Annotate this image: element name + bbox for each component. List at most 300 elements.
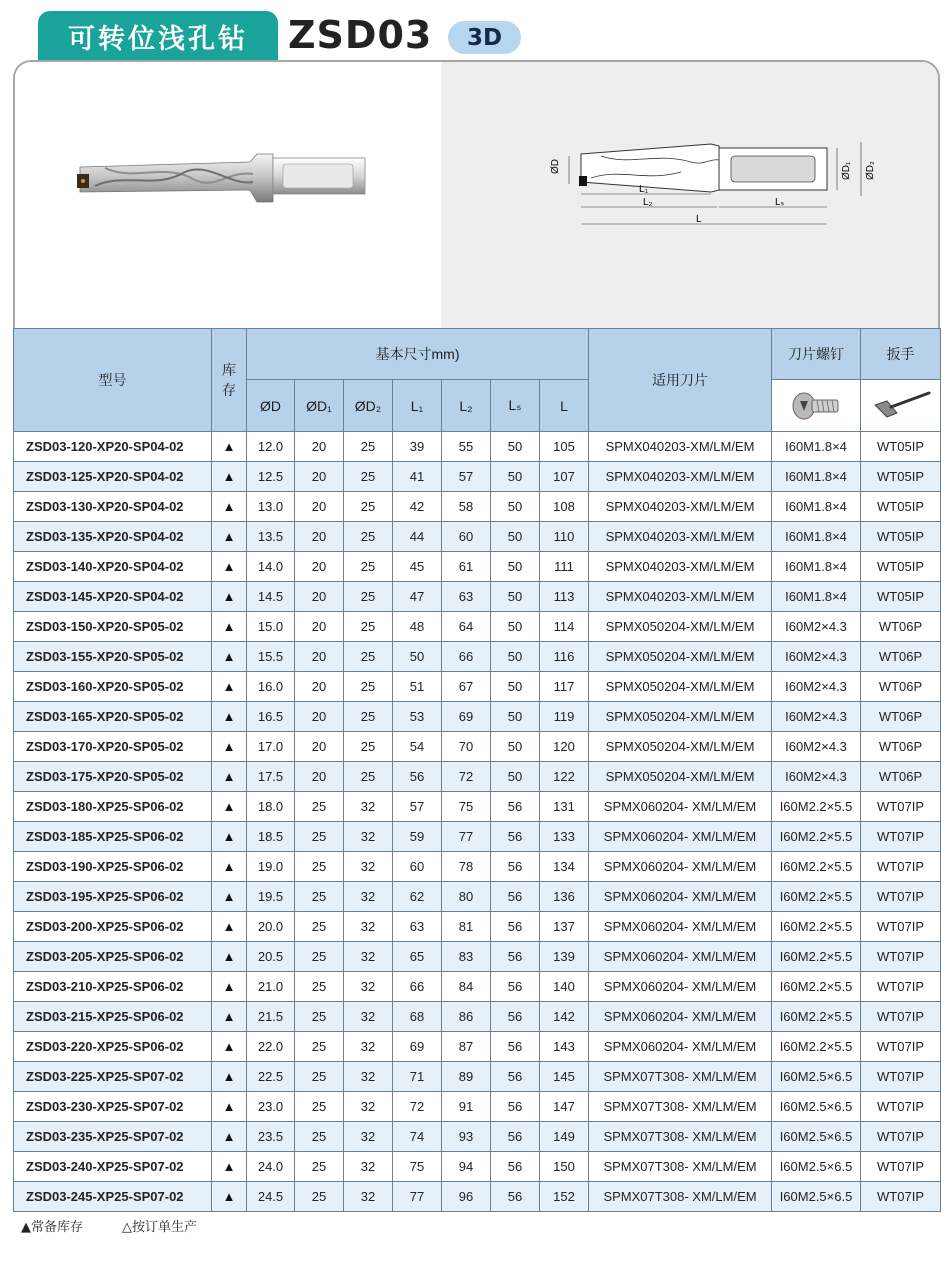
cell-d: 17.5 — [247, 762, 295, 792]
cell-d1: 25 — [295, 882, 344, 912]
cell-d1: 20 — [295, 552, 344, 582]
cell-ls: 56 — [491, 822, 540, 852]
stock-indicator: ▲ — [212, 1182, 247, 1212]
cell-d: 14.0 — [247, 552, 295, 582]
cell-l1: 65 — [393, 942, 442, 972]
table-body — [14, 432, 941, 1212]
stock-indicator: ▲ — [212, 552, 247, 582]
cell-l2: 93 — [442, 1122, 491, 1152]
cell-d1: 20 — [295, 702, 344, 732]
cell-d1: 25 — [295, 792, 344, 822]
dim-label-D: ØD — [550, 159, 561, 174]
cell-screw: I60M2.2×5.5 — [772, 972, 861, 1002]
cell-l1: 51 — [393, 672, 442, 702]
cell-insert: SPMX050204-XM/LM/EM — [589, 702, 772, 732]
table-row — [14, 1182, 941, 1212]
cell-l1: 50 — [393, 642, 442, 672]
wrench-image-cell — [861, 380, 941, 432]
cell-model: ZSD03-240-XP25-SP07-02 — [14, 1152, 212, 1182]
table-row — [14, 1122, 941, 1152]
table-row — [14, 1002, 941, 1032]
cell-l: 137 — [540, 912, 589, 942]
cell-l: 116 — [540, 642, 589, 672]
legend-stock: ▲常备库存 — [21, 1220, 83, 1235]
cell-d2: 32 — [344, 972, 393, 1002]
cell-d2: 32 — [344, 822, 393, 852]
stock-indicator: ▲ — [212, 762, 247, 792]
cell-d2: 32 — [344, 1122, 393, 1152]
cell-model: ZSD03-205-XP25-SP06-02 — [14, 942, 212, 972]
header-stock-label: 库存 — [222, 362, 236, 398]
cell-l1: 77 — [393, 1182, 442, 1212]
cell-l1: 71 — [393, 1062, 442, 1092]
stock-indicator: ▲ — [212, 972, 247, 1002]
cell-insert: SPMX07T308- XM/LM/EM — [589, 1092, 772, 1122]
cell-model: ZSD03-225-XP25-SP07-02 — [14, 1062, 212, 1092]
cell-ls: 50 — [491, 462, 540, 492]
stock-indicator: ▲ — [212, 522, 247, 552]
cell-model: ZSD03-180-XP25-SP06-02 — [14, 792, 212, 822]
cell-d: 21.0 — [247, 972, 295, 1002]
header-D1: ØD₁ — [295, 380, 344, 432]
table-row — [14, 852, 941, 882]
cell-d2: 32 — [344, 882, 393, 912]
cell-wrench: WT07IP — [861, 852, 941, 882]
cell-l2: 86 — [442, 1002, 491, 1032]
cell-insert: SPMX060204- XM/LM/EM — [589, 972, 772, 1002]
table-header — [14, 329, 941, 432]
cell-l1: 59 — [393, 822, 442, 852]
cell-d: 22.0 — [247, 1032, 295, 1062]
cell-l1: 47 — [393, 582, 442, 612]
cell-model: ZSD03-220-XP25-SP06-02 — [14, 1032, 212, 1062]
product-photo-area — [15, 62, 441, 330]
series-title: 可转位浅孔钻 — [38, 11, 278, 61]
cell-screw: I60M2.2×5.5 — [772, 822, 861, 852]
table-row — [14, 522, 941, 552]
cell-d: 20.5 — [247, 942, 295, 972]
cell-d2: 32 — [344, 1152, 393, 1182]
cell-l2: 60 — [442, 522, 491, 552]
cell-model: ZSD03-200-XP25-SP06-02 — [14, 912, 212, 942]
screw-image-cell — [772, 380, 861, 432]
cell-l: 140 — [540, 972, 589, 1002]
cell-l1: 72 — [393, 1092, 442, 1122]
cell-d2: 32 — [344, 792, 393, 822]
cell-l2: 89 — [442, 1062, 491, 1092]
cell-ls: 56 — [491, 1092, 540, 1122]
cell-l2: 78 — [442, 852, 491, 882]
dim-label-D1: ØD₁ — [841, 161, 852, 180]
cell-wrench: WT07IP — [861, 912, 941, 942]
cell-d1: 25 — [295, 1062, 344, 1092]
cell-l2: 91 — [442, 1092, 491, 1122]
cell-ls: 50 — [491, 702, 540, 732]
cell-l2: 83 — [442, 942, 491, 972]
stock-indicator: ▲ — [212, 642, 247, 672]
cell-d1: 20 — [295, 582, 344, 612]
cell-d2: 32 — [344, 1182, 393, 1212]
cell-l1: 54 — [393, 732, 442, 762]
cell-d2: 32 — [344, 912, 393, 942]
cell-screw: I60M2.5×6.5 — [772, 1182, 861, 1212]
cell-d1: 25 — [295, 942, 344, 972]
cell-d1: 20 — [295, 432, 344, 462]
table-row — [14, 1032, 941, 1062]
drill-schematic-icon — [441, 62, 940, 330]
table-row — [14, 702, 941, 732]
cell-ls: 56 — [491, 912, 540, 942]
cell-ls: 56 — [491, 1152, 540, 1182]
cell-model: ZSD03-125-XP20-SP04-02 — [14, 462, 212, 492]
torx-screw-icon — [790, 387, 842, 425]
cell-d: 18.5 — [247, 822, 295, 852]
cell-l2: 69 — [442, 702, 491, 732]
cell-insert: SPMX07T308- XM/LM/EM — [589, 1152, 772, 1182]
cell-insert: SPMX060204- XM/LM/EM — [589, 882, 772, 912]
cell-ls: 56 — [491, 942, 540, 972]
cell-model: ZSD03-150-XP20-SP05-02 — [14, 612, 212, 642]
cell-screw: I60M2.5×6.5 — [772, 1062, 861, 1092]
cell-l: 143 — [540, 1032, 589, 1062]
stock-indicator: ▲ — [212, 822, 247, 852]
cell-wrench: WT05IP — [861, 492, 941, 522]
header-stock — [212, 329, 247, 432]
cell-screw: I60M2×4.3 — [772, 642, 861, 672]
technical-drawing — [441, 62, 938, 330]
legend-made-to-order: △按订单生产 — [122, 1220, 197, 1235]
cell-insert: SPMX060204- XM/LM/EM — [589, 942, 772, 972]
cell-l: 113 — [540, 582, 589, 612]
cell-ls: 50 — [491, 552, 540, 582]
cell-wrench: WT07IP — [861, 1062, 941, 1092]
cell-d: 15.5 — [247, 642, 295, 672]
cell-ls: 50 — [491, 732, 540, 762]
cell-l: 117 — [540, 672, 589, 702]
cell-screw: I60M2×4.3 — [772, 672, 861, 702]
cell-l1: 41 — [393, 462, 442, 492]
cell-insert: SPMX040203-XM/LM/EM — [589, 432, 772, 462]
cell-l1: 53 — [393, 702, 442, 732]
cell-d: 17.0 — [247, 732, 295, 762]
cell-screw: I60M2×4.3 — [772, 612, 861, 642]
cell-insert: SPMX060204- XM/LM/EM — [589, 1032, 772, 1062]
cell-l2: 63 — [442, 582, 491, 612]
dim-label-L: L — [696, 214, 702, 225]
cell-d: 19.5 — [247, 882, 295, 912]
cell-model: ZSD03-165-XP20-SP05-02 — [14, 702, 212, 732]
cell-d: 13.5 — [247, 522, 295, 552]
cell-ls: 56 — [491, 1122, 540, 1152]
cell-model: ZSD03-245-XP25-SP07-02 — [14, 1182, 212, 1212]
cell-l1: 57 — [393, 792, 442, 822]
cell-d1: 20 — [295, 612, 344, 642]
cell-l: 150 — [540, 1152, 589, 1182]
cell-l: 108 — [540, 492, 589, 522]
cell-ls: 50 — [491, 582, 540, 612]
cell-insert: SPMX050204-XM/LM/EM — [589, 732, 772, 762]
cell-screw: I60M2.2×5.5 — [772, 852, 861, 882]
cell-d2: 25 — [344, 762, 393, 792]
cell-wrench: WT05IP — [861, 582, 941, 612]
cell-ls: 56 — [491, 1002, 540, 1032]
cell-insert: SPMX040203-XM/LM/EM — [589, 522, 772, 552]
cell-screw: I60M1.8×4 — [772, 582, 861, 612]
cell-d1: 20 — [295, 492, 344, 522]
stock-indicator: ▲ — [212, 1092, 247, 1122]
cell-d1: 25 — [295, 1182, 344, 1212]
cell-ls: 56 — [491, 882, 540, 912]
cell-wrench: WT06P — [861, 702, 941, 732]
cell-ls: 56 — [491, 1032, 540, 1062]
cell-wrench: WT05IP — [861, 432, 941, 462]
cell-d: 24.5 — [247, 1182, 295, 1212]
cell-ls: 50 — [491, 642, 540, 672]
cell-d1: 25 — [295, 912, 344, 942]
cell-screw: I60M2×4.3 — [772, 702, 861, 732]
cell-l2: 77 — [442, 822, 491, 852]
table-row — [14, 1152, 941, 1182]
cell-l1: 74 — [393, 1122, 442, 1152]
header-insert: 适用刀片 — [589, 329, 772, 432]
cell-model: ZSD03-135-XP20-SP04-02 — [14, 522, 212, 552]
table-row — [14, 492, 941, 522]
cell-d: 12.0 — [247, 432, 295, 462]
cell-d2: 25 — [344, 522, 393, 552]
table-row — [14, 912, 941, 942]
stock-indicator: ▲ — [212, 702, 247, 732]
cell-wrench: WT07IP — [861, 1182, 941, 1212]
cell-model: ZSD03-160-XP20-SP05-02 — [14, 672, 212, 702]
cell-ls: 56 — [491, 852, 540, 882]
cell-screw: I60M2.2×5.5 — [772, 882, 861, 912]
cell-model: ZSD03-210-XP25-SP06-02 — [14, 972, 212, 1002]
cell-l: 131 — [540, 792, 589, 822]
stock-indicator: ▲ — [212, 852, 247, 882]
cell-l2: 70 — [442, 732, 491, 762]
cell-insert: SPMX07T308- XM/LM/EM — [589, 1122, 772, 1152]
cell-insert: SPMX060204- XM/LM/EM — [589, 912, 772, 942]
cell-d1: 20 — [295, 522, 344, 552]
cell-l: 147 — [540, 1092, 589, 1122]
cell-l2: 57 — [442, 462, 491, 492]
drill-photo-icon — [15, 62, 441, 330]
cell-screw: I60M2.5×6.5 — [772, 1122, 861, 1152]
cell-insert: SPMX040203-XM/LM/EM — [589, 462, 772, 492]
table-row — [14, 822, 941, 852]
cell-l: 122 — [540, 762, 589, 792]
cell-d2: 32 — [344, 1092, 393, 1122]
cell-ls: 56 — [491, 1062, 540, 1092]
cell-d1: 20 — [295, 642, 344, 672]
cell-wrench: WT06P — [861, 672, 941, 702]
header-D: ØD — [247, 380, 295, 432]
cell-d: 19.0 — [247, 852, 295, 882]
cell-model: ZSD03-155-XP20-SP05-02 — [14, 642, 212, 672]
cell-d: 13.0 — [247, 492, 295, 522]
cell-model: ZSD03-230-XP25-SP07-02 — [14, 1092, 212, 1122]
cell-insert: SPMX050204-XM/LM/EM — [589, 672, 772, 702]
cell-l2: 80 — [442, 882, 491, 912]
cell-wrench: WT07IP — [861, 972, 941, 1002]
cell-ls: 50 — [491, 612, 540, 642]
cell-model: ZSD03-175-XP20-SP05-02 — [14, 762, 212, 792]
cell-screw: I60M2.2×5.5 — [772, 792, 861, 822]
cell-d2: 25 — [344, 732, 393, 762]
stock-indicator: ▲ — [212, 1122, 247, 1152]
cell-wrench: WT06P — [861, 612, 941, 642]
cell-d1: 25 — [295, 822, 344, 852]
cell-l: 139 — [540, 942, 589, 972]
stock-indicator: ▲ — [212, 882, 247, 912]
cell-screw: I60M1.8×4 — [772, 522, 861, 552]
stock-indicator: ▲ — [212, 462, 247, 492]
cell-l2: 66 — [442, 642, 491, 672]
cell-insert: SPMX040203-XM/LM/EM — [589, 582, 772, 612]
table-row — [14, 762, 941, 792]
table-row — [14, 462, 941, 492]
cell-l: 107 — [540, 462, 589, 492]
cell-l1: 45 — [393, 552, 442, 582]
cell-wrench: WT07IP — [861, 1002, 941, 1032]
cell-ls: 50 — [491, 522, 540, 552]
cell-wrench: WT06P — [861, 732, 941, 762]
cell-l2: 64 — [442, 612, 491, 642]
cell-d1: 25 — [295, 1092, 344, 1122]
cell-l: 120 — [540, 732, 589, 762]
cell-ls: 56 — [491, 972, 540, 1002]
header-L2: L₂ — [442, 380, 491, 432]
cell-l2: 81 — [442, 912, 491, 942]
table-row — [14, 432, 941, 462]
cell-model: ZSD03-120-XP20-SP04-02 — [14, 432, 212, 462]
cell-d2: 25 — [344, 642, 393, 672]
cell-l1: 69 — [393, 1032, 442, 1062]
cell-insert: SPMX060204- XM/LM/EM — [589, 792, 772, 822]
cell-insert: SPMX050204-XM/LM/EM — [589, 762, 772, 792]
cell-l2: 87 — [442, 1032, 491, 1062]
cell-wrench: WT05IP — [861, 522, 941, 552]
cell-model: ZSD03-195-XP25-SP06-02 — [14, 882, 212, 912]
stock-indicator: ▲ — [212, 1002, 247, 1032]
cell-l1: 66 — [393, 972, 442, 1002]
l-wrench-icon — [869, 387, 933, 425]
cell-l1: 42 — [393, 492, 442, 522]
cell-insert: SPMX060204- XM/LM/EM — [589, 1002, 772, 1032]
cell-screw: I60M1.8×4 — [772, 552, 861, 582]
cell-screw: I60M1.8×4 — [772, 432, 861, 462]
cell-screw: I60M2×4.3 — [772, 762, 861, 792]
cell-d2: 25 — [344, 432, 393, 462]
header-Ls: Lₛ — [491, 380, 540, 432]
cell-d: 15.0 — [247, 612, 295, 642]
cell-d2: 25 — [344, 672, 393, 702]
cell-model: ZSD03-145-XP20-SP04-02 — [14, 582, 212, 612]
table-row — [14, 1062, 941, 1092]
header-D2: ØD₂ — [344, 380, 393, 432]
cell-d: 14.5 — [247, 582, 295, 612]
table-row — [14, 972, 941, 1002]
cell-d1: 20 — [295, 762, 344, 792]
cell-l1: 44 — [393, 522, 442, 552]
cell-d2: 25 — [344, 582, 393, 612]
stock-indicator: ▲ — [212, 792, 247, 822]
stock-indicator: ▲ — [212, 912, 247, 942]
model-code: ZSD03 — [288, 13, 433, 57]
header-screw: 刀片螺钉 — [772, 329, 861, 380]
product-image-panel — [13, 60, 940, 330]
cell-l2: 61 — [442, 552, 491, 582]
cell-insert: SPMX060204- XM/LM/EM — [589, 852, 772, 882]
stock-indicator: ▲ — [212, 432, 247, 462]
cell-d1: 20 — [295, 462, 344, 492]
cell-l: 114 — [540, 612, 589, 642]
cell-l: 105 — [540, 432, 589, 462]
table-row — [14, 552, 941, 582]
cell-d: 24.0 — [247, 1152, 295, 1182]
cell-insert: SPMX07T308- XM/LM/EM — [589, 1182, 772, 1212]
cell-wrench: WT05IP — [861, 552, 941, 582]
cell-l2: 96 — [442, 1182, 491, 1212]
cell-l1: 68 — [393, 1002, 442, 1032]
table-row — [14, 792, 941, 822]
cell-ls: 56 — [491, 1182, 540, 1212]
cell-l1: 63 — [393, 912, 442, 942]
dim-label-L1: L₁ — [639, 184, 648, 195]
cell-d2: 25 — [344, 552, 393, 582]
header-L1: L₁ — [393, 380, 442, 432]
cell-ls: 50 — [491, 492, 540, 522]
cell-ls: 56 — [491, 792, 540, 822]
cell-l: 142 — [540, 1002, 589, 1032]
specification-table — [13, 328, 941, 1212]
cell-l: 133 — [540, 822, 589, 852]
cell-insert: SPMX060204- XM/LM/EM — [589, 822, 772, 852]
cell-d2: 25 — [344, 612, 393, 642]
cell-model: ZSD03-235-XP25-SP07-02 — [14, 1122, 212, 1152]
stock-indicator: ▲ — [212, 582, 247, 612]
cell-d1: 25 — [295, 972, 344, 1002]
cell-screw: I60M2.5×6.5 — [772, 1152, 861, 1182]
table-row — [14, 732, 941, 762]
cell-d: 23.0 — [247, 1092, 295, 1122]
cell-insert: SPMX07T308- XM/LM/EM — [589, 1062, 772, 1092]
cell-l: 145 — [540, 1062, 589, 1092]
cell-d: 22.5 — [247, 1062, 295, 1092]
cell-model: ZSD03-170-XP20-SP05-02 — [14, 732, 212, 762]
cell-l2: 72 — [442, 762, 491, 792]
table-row — [14, 1092, 941, 1122]
cell-d1: 25 — [295, 852, 344, 882]
cell-d1: 20 — [295, 672, 344, 702]
table-row — [14, 642, 941, 672]
stock-indicator: ▲ — [212, 612, 247, 642]
dim-label-Ls: Lₛ — [775, 197, 785, 208]
cell-wrench: WT07IP — [861, 1152, 941, 1182]
cell-l: 149 — [540, 1122, 589, 1152]
cell-insert: SPMX050204-XM/LM/EM — [589, 612, 772, 642]
cell-screw: I60M2.5×6.5 — [772, 1092, 861, 1122]
stock-indicator: ▲ — [212, 672, 247, 702]
header-L: L — [540, 380, 589, 432]
cell-l: 119 — [540, 702, 589, 732]
cell-d2: 32 — [344, 1062, 393, 1092]
cell-screw: I60M1.8×4 — [772, 462, 861, 492]
cell-wrench: WT06P — [861, 762, 941, 792]
cell-d1: 25 — [295, 1122, 344, 1152]
cell-d2: 32 — [344, 942, 393, 972]
cell-wrench: WT07IP — [861, 822, 941, 852]
